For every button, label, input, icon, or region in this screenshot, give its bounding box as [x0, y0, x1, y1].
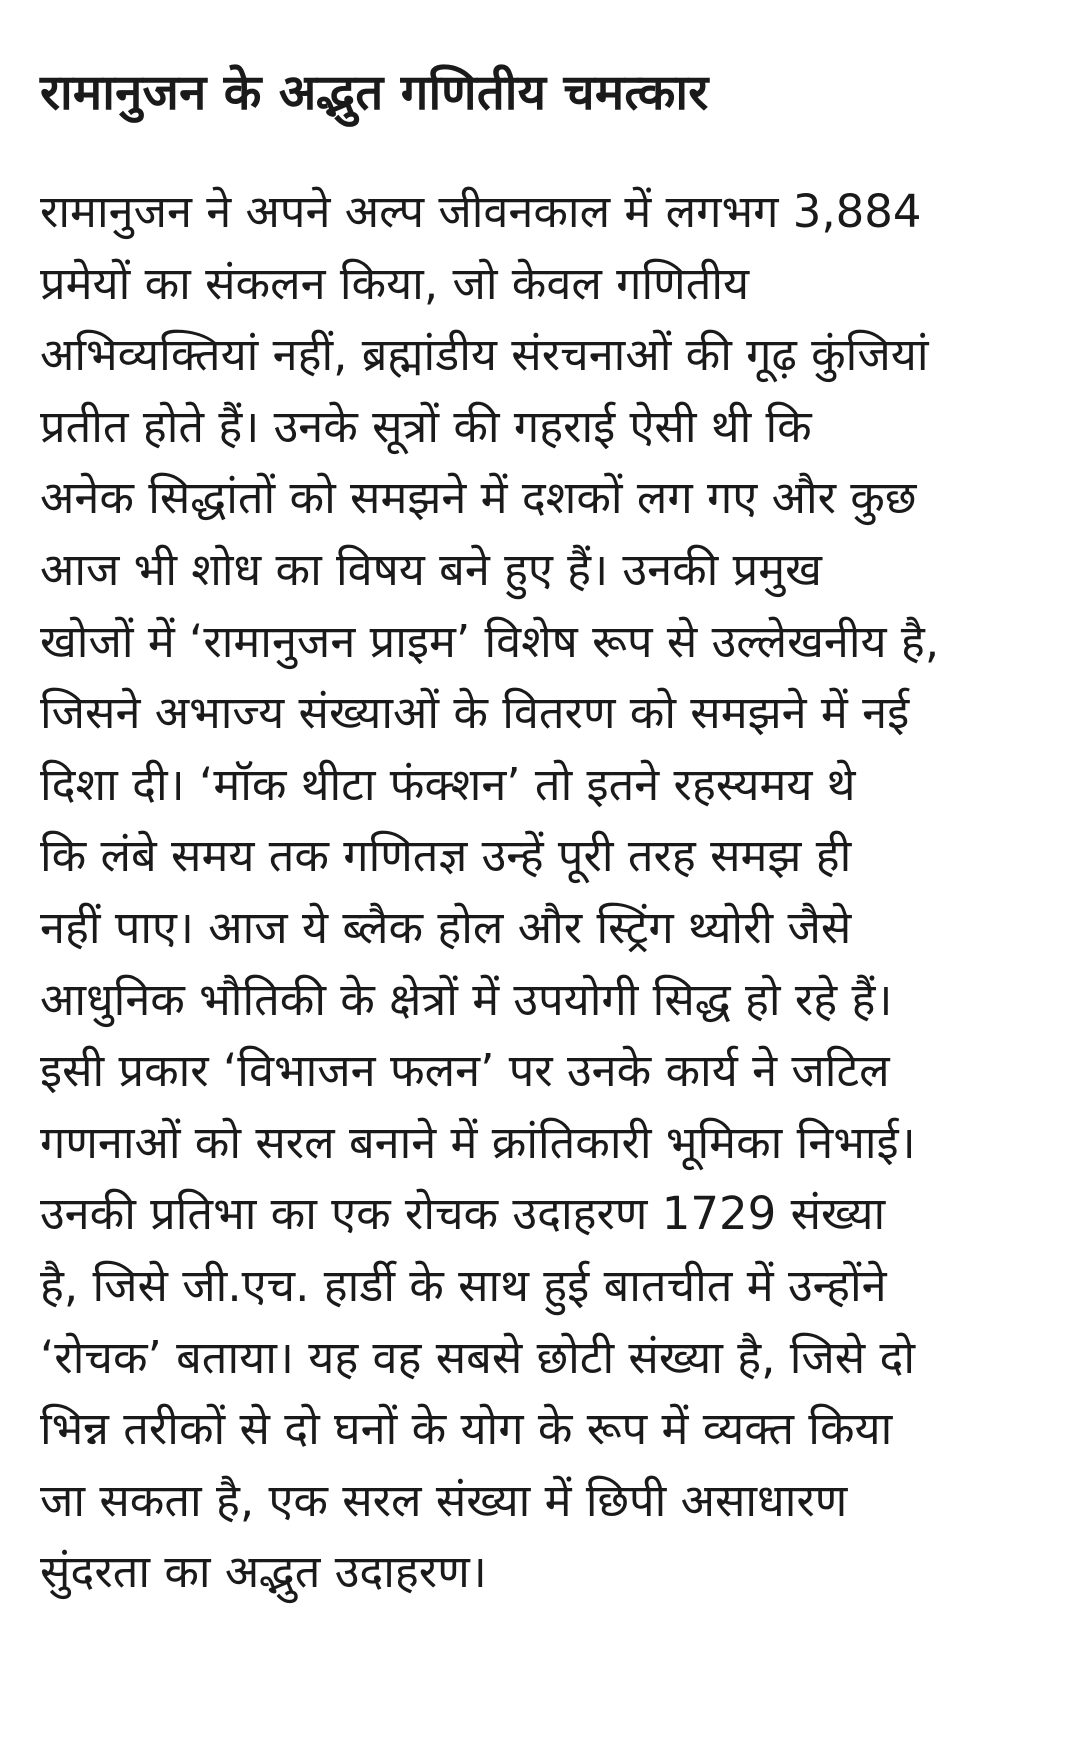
- body-line: जिसने अभाज्य संख्याओं के वितरण को समझने में नई: [40, 686, 910, 740]
- body-line: गणनाओं को सरल बनाने में क्रांतिकारी भूमिका निभाई।: [40, 1115, 916, 1169]
- body-line: ‘रोचक’ बताया। यह वह सबसे छोटी संख्या है, जिसे दो: [40, 1330, 916, 1384]
- body-line: दिशा दी। ‘मॉक थीटा फंक्शन’ तो इतने रहस्यमय थे: [40, 757, 856, 811]
- body-line: प्रतीत होते हैं। उनके सूत्रों की गहराई ऐसी थी कि: [40, 399, 812, 453]
- body-line: आज भी शोध का विषय बने हुए हैं। उनकी प्रमुख: [40, 542, 822, 596]
- body-line: प्रमेयों का संकलन किया, जो केवल गणितीय: [40, 256, 750, 310]
- body-line: कि लंबे समय तक गणितज्ञ उन्हें पूरी तरह समझ ही: [40, 829, 852, 883]
- body-line: खोजों में ‘रामानुजन प्राइम’ विशेष रूप से उल्लेखनीय है,: [40, 614, 940, 668]
- body-line: जा सकता है, एक सरल संख्या में छिपी असाधारण: [40, 1473, 848, 1527]
- body-line: नहीं पाए। आज ये ब्लैक होल और स्ट्रिंग थ्योरी जैसे: [40, 900, 852, 954]
- body-line: अनेक सिद्धांतों को समझने में दशकों लग गए और कुछ: [40, 471, 917, 525]
- article-body: [40, 176, 1050, 1608]
- body-line: सुंदरता का अद्भुत उदाहरण।: [40, 1545, 487, 1599]
- body-line: उनकी प्रतिभा का एक रोचक उदाहरण 1729 संख्या: [40, 1187, 886, 1241]
- body-line: है, जिसे जी.एच. हार्डी के साथ हुई बातचीत में उन्होंने: [40, 1258, 887, 1312]
- body-line: भिन्न तरीकों से दो घनों के योग के रूप में व्यक्त किया: [40, 1402, 893, 1456]
- body-line: इसी प्रकार ‘विभाजन फलन’ पर उनके कार्य ने जटिल: [40, 1044, 890, 1098]
- body-line: रामानुजन ने अपने अल्प जीवनकाल में लगभग 3,884: [40, 185, 922, 238]
- article: [40, 58, 1050, 1608]
- article-title: रामानुजन के अद्भुत गणितीय चमत्कार: [40, 64, 709, 121]
- body-line: अभिव्यक्तियां नहीं, ब्रह्मांडीय संरचनाओं की गूढ़ कुंजियां: [40, 328, 929, 382]
- body-line: आधुनिक भौतिकी के क्षेत्रों में उपयोगी सिद्ध हो रहे हैं।: [40, 972, 893, 1026]
